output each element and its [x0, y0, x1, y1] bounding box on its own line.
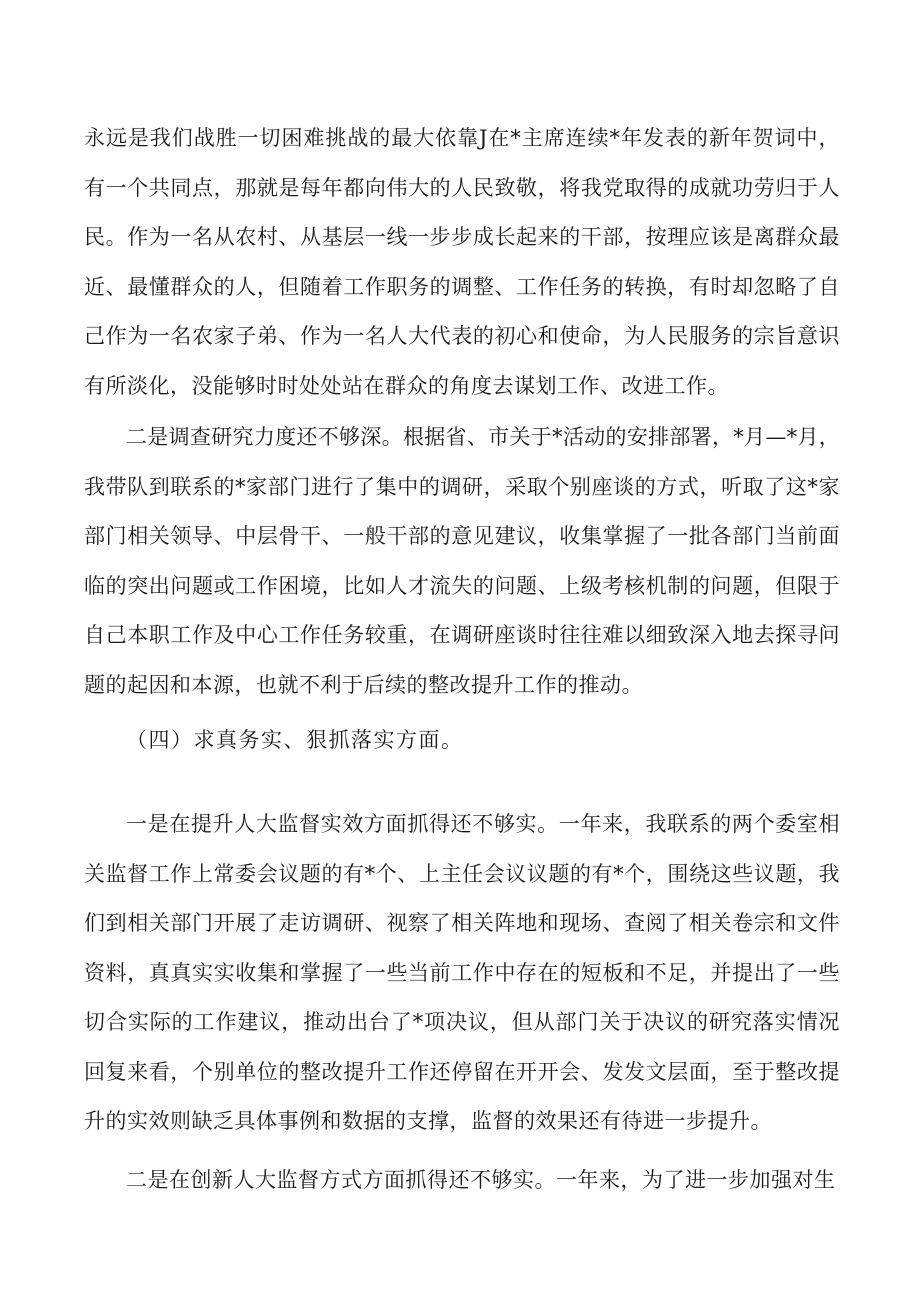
- text-line: 题的起因和本源，也就不利于后续的整改提升工作的推动。: [84, 672, 643, 697]
- text-line: 近、最懂群众的人，但随着工作职务的调整、工作任务的转换，有时却忽略了自: [84, 274, 840, 299]
- text-line: 自己本职工作及中心工作任务较重，在调研座谈时往往难以细致深入地去探寻问: [84, 623, 840, 647]
- text-line: 部门相关领导、中层骨干、一般干部的意见建议，收集掌握了一批各部门当前面: [84, 524, 840, 548]
- text-line: 我带队到联系的*家部门进行了集中的调研，采取个别座谈的方式，听取了这*家: [84, 474, 840, 499]
- text-line: 有一个共同点，那就是每年都向伟大的人民致敬，将我党取得的成就功劳归于人: [84, 175, 840, 200]
- paragraph-3: [84, 800, 840, 1147]
- text-line: 关监督工作上常委会议题的有*个、上主任会议议题的有*个，围绕这些议题，我: [84, 861, 840, 886]
- paragraph-4: [84, 1156, 840, 1206]
- text-line: 民。作为一名从农村、从基层一线一步步成长起来的干部，按理应该是离群众最: [84, 225, 840, 249]
- text-line: 临的突出问题或工作困境，比如人才流失的问题、上级考核机制的问题，但限于: [84, 573, 840, 598]
- text-line: 有所淡化，没能够时时处处站在群众的角度去谋划工作、改进工作。: [84, 373, 729, 398]
- text-line: 们到相关部门开展了走访调研、视察了相关阵地和现场、查阅了相关卷宗和文件: [84, 911, 840, 935]
- text-line: 升的实效则缺乏具体事例和数据的支撑，监督的效果还有待进一步提升。: [84, 1109, 772, 1133]
- text-line: 永远是我们战胜一切困难挑战的最大依靠J在*主席连续*年发表的新年贺词中，: [84, 126, 840, 150]
- text-line: 一是在提升人大监督实效方面抓得还不够实。一年来，我联系的两个委室相: [126, 812, 840, 836]
- paragraph-2: [84, 413, 840, 710]
- text-line: 资料，真真实实收集和掌握了一些当前工作中存在的短板和不足，并提出了一些: [84, 960, 840, 985]
- paragraph-1: [84, 114, 840, 411]
- text-line: 己作为一名农家子弟、作为一名人大代表的初心和使命，为人民服务的宗旨意识: [84, 324, 840, 348]
- section-heading: （四）求真务实、狠抓落实方面。: [126, 728, 464, 752]
- text-line: 二是调查研究力度还不够深。根据省、市关于*活动的安排部署，*月—*月，: [126, 425, 840, 449]
- text-line: 切合实际的工作建议，推动出台了*项决议，但从部门关于决议的研究落实情况: [84, 1010, 840, 1034]
- text-line: 回复来看，个别单位的整改提升工作还停留在开开会、发发文层面，至于整改提: [84, 1059, 840, 1084]
- text-line: 二是在创新人大监督方式方面抓得还不够实。一年来，为了进一步加强对生: [126, 1168, 836, 1192]
